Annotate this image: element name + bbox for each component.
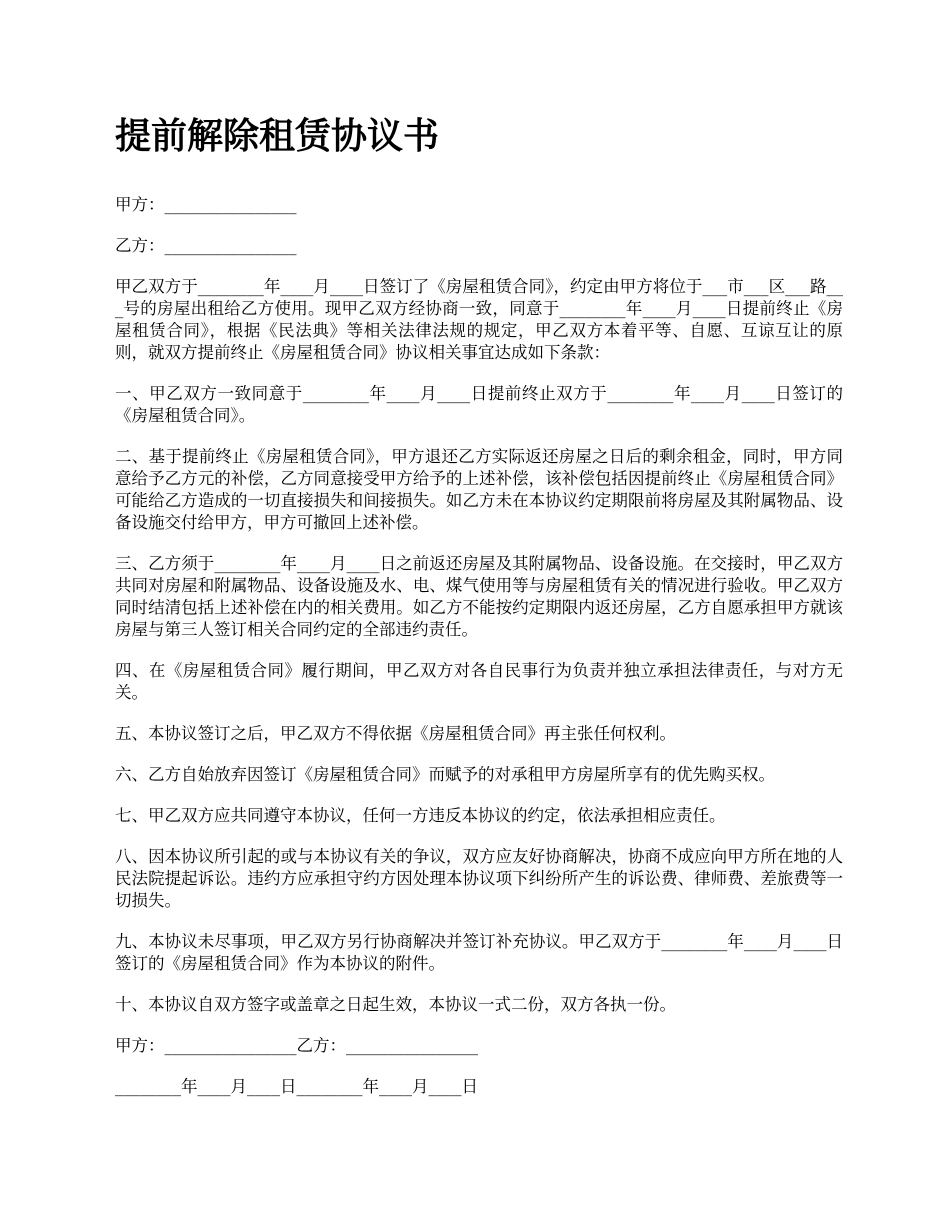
document-title: 提前解除租赁协议书	[115, 115, 440, 157]
agreement-page	[115, 108, 843, 1117]
clause-6: 六、乙方自始放弃因签订《房屋租赁合同》而赋予的对承租甲方房屋所享有的优先购买权。	[115, 765, 775, 784]
clause-2: 二、基于提前终止《房屋租赁合同》，甲方退还乙方实际返还房屋之日后的剩余租金，同时，甲方同意给予乙方元的补偿，乙方同意接受甲方给予的上述补偿，该补偿包括因提前终止《房屋租赁合同》可能给乙方造成的一切直接损失和间接损失。如乙方未在本协议约定期限前将房屋及其附属物品、设备设施交付给甲方，甲方可撤回上述补偿。	[115, 447, 843, 532]
clause-5: 五、本协议签订之后，甲乙双方不得依据《房屋租赁合同》再主张任何权利。	[115, 724, 676, 743]
clause-7: 七、甲乙双方应共同遵守本协议，任何一方违反本协议的约定，依法承担相应责任。	[115, 806, 726, 825]
signature-line: 甲方：________________乙方：________________	[115, 1036, 478, 1055]
clause-8: 八、因本协议所引起的或与本协议有关的争议，双方应友好协商解决，协商不成应向甲方所在地的人民法院提起诉讼。违约方应承担守约方因处理本协议项下纠纷所产生的诉讼费、律师费、差旅费等一切损失。	[115, 847, 843, 910]
clause-1: 一、甲乙双方一致同意于________年____月____日提前终止双方于________年____月____日签订的《房屋租赁合同》。	[115, 384, 843, 425]
clause-9: 九、本协议未尽事项，甲乙双方另行协商解决并签订补充协议。甲乙双方于________年____月____日签订的《房屋租赁合同》作为本协议的附件。	[115, 932, 843, 973]
intro-paragraph: 甲乙双方于________年____月____日签订了《房屋租赁合同》，约定由甲方将位于___市___区___路___号的房屋出租给乙方使用。现甲乙双方经协商一致，同意于________年____月____日提前终止《房屋租赁合同》，根据《民法典》等相关法律法规的规定，甲乙双方本着平等、自愿、互谅互让的原则，就双方提前终止《房屋租赁合同》协议相关事宜达成如下条款：	[115, 277, 843, 362]
clause-4: 四、在《房屋租赁合同》履行期间，甲乙双方对各自民事行为负责并独立承担法律责任，与对方无关。	[115, 661, 843, 702]
party-b-line: 乙方：________________	[115, 236, 297, 255]
clause-3: 三、乙方须于________年____月____日之前返还房屋及其附属物品、设备设施。在交接时，甲乙双方共同对房屋和附属物品、设备设施及水、电、煤气使用等与房屋租赁有关的情况进行验收。甲乙双方同时结清包括上述补偿在内的相关费用。如乙方不能按约定期限内返还房屋，乙方自愿承担甲方就该房屋与第三人签订相关合同约定的全部违约责任。	[115, 554, 843, 639]
date-line: ________年____月____日________年____月____日	[115, 1077, 478, 1096]
clause-10: 十、本协议自双方签字或盖章之日起生效，本协议一式二份，双方各执一份。	[115, 995, 676, 1014]
party-a-line: 甲方：________________	[115, 195, 297, 214]
